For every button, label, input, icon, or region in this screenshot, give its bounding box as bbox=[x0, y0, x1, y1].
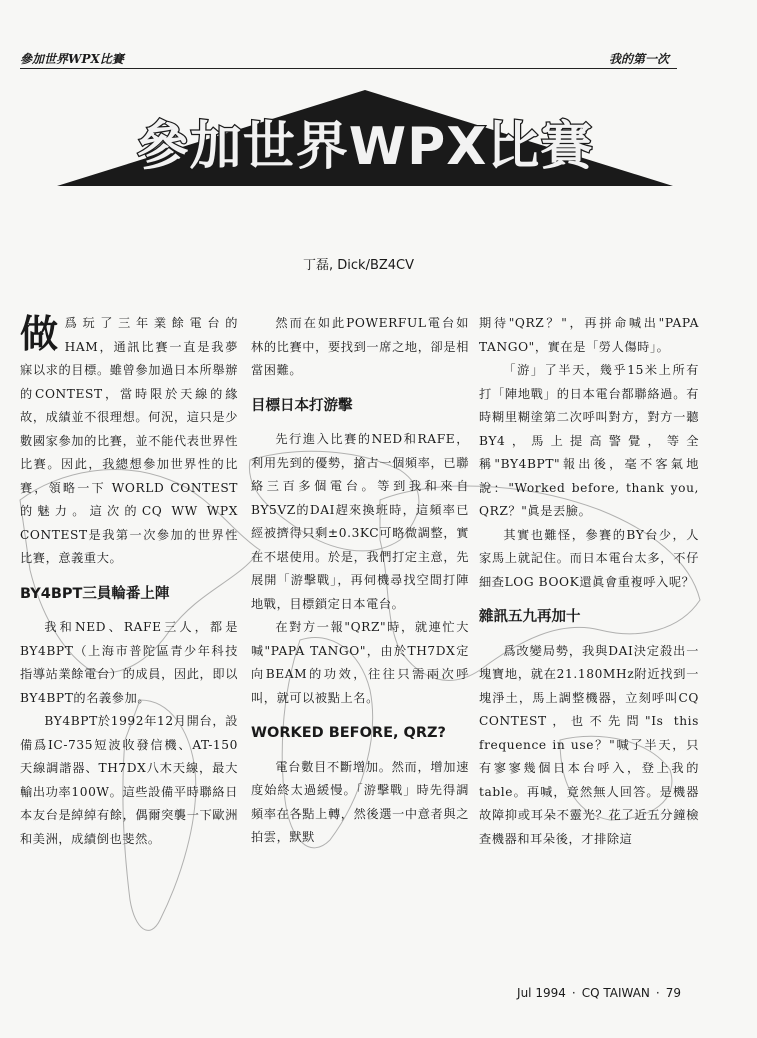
article-title: 參加世界WPX比賽 bbox=[136, 117, 594, 177]
paragraph: 爲改變局勢，我與DAI決定殺出一塊寶地，就在21.180MHz附近找到一塊淨土，馬上調整機器，立刻呼叫CQ CONTEST，也不先問"Is this frequence in use？"喊了半天，只有寥寥幾個日本台呼入，登上我的table。再喊，竟然無人回答。是機器故障抑或耳朵不靈光？花了近五分鐘檢查機器和耳朵後，才排除這 bbox=[479, 643, 699, 846]
page-number: 79 bbox=[665, 986, 681, 1000]
title-banner bbox=[55, 88, 675, 188]
byline: 丁磊, Dick/BZ4CV bbox=[303, 258, 415, 273]
magazine-name: CQ TAIWAN bbox=[581, 986, 650, 1000]
footer-separator: · bbox=[571, 986, 576, 1000]
paragraph: 電台數目不斷增加。然而，增加速度始終太過緩慢。「游擊戰」時先得調頻率在各點上轉，然後選一中意者與之拍雲，默默 bbox=[251, 759, 469, 844]
paragraph: 在對方一報"QRZ"時，就連忙大喊"PAPA TANGO"，由於TH7DX定向BEAM的功效，往往只需兩次呼叫，就可以被點上名。 bbox=[251, 620, 469, 705]
running-header-right: 我的第一次 bbox=[608, 52, 669, 66]
section-heading: BY4BPT三員輪番上陣 bbox=[20, 585, 170, 602]
paragraph: 我和NED、RAFE三人，都是BY4BPT（上海市普陀區青少年科技指導站業餘電台）的成員，因此，即以BY4BPT的名義參加。 bbox=[20, 620, 238, 705]
running-header-left: 參加世界WPX比賽 bbox=[20, 52, 124, 66]
issue-date: Jul 1994 bbox=[517, 986, 566, 1000]
opening-paragraph bbox=[20, 312, 238, 571]
paragraph: 然而在如此POWERFUL電台如林的比賽中，要找到一席之地，卻是相當困難。 bbox=[251, 316, 469, 377]
paragraph: 期待"QRZ？"，再拼命喊出"PAPA TANGO"，實在是「勞人傷時」。 bbox=[479, 316, 699, 354]
footer-separator: · bbox=[655, 986, 660, 1000]
paragraph: 其實也難怪，參賽的BY台少，人家馬上就記住。而日本電台太多，不仔細查LOG BOOK還眞會重複呼入呢？ bbox=[479, 527, 699, 589]
header-rule bbox=[20, 68, 677, 69]
section-heading: 目標日本打游擊 bbox=[251, 397, 353, 414]
page-footer bbox=[511, 986, 681, 1000]
section-heading: 雜訊五九再加十 bbox=[479, 609, 581, 625]
section-heading: WORKED BEFORE, QRZ? bbox=[251, 725, 446, 741]
paragraph: 先行進入比賽的NED和RAFE，利用先到的優勢，搶占一個頻率，已聯絡三百多個電台。等到我和來自BY5VZ的DAI趕來換班時，這頻率已經被擠得只剩±0.3KC可略微調整，實在不堪使用。於是，我們打定主意，先展開「游擊戰」，再伺機尋找空間打陣地戰，目標鎖定日本電台。 bbox=[251, 432, 469, 611]
article-column-2 bbox=[251, 312, 469, 850]
paragraph-text: 爲玩了三年業餘電台的HAM，通訊比賽一直是我夢寐以求的目標。雖曾參加過日本所舉辦的CONTEST，當時限於天線的緣故，成績並不很理想。何況，這只是少數國家參加的比賽，並不能代表世界性比賽。因此，我總想參加世界性的比賽，領略一下 WORLD CONTEST的魅力。這次的CQ WW WPX CONTEST是我第一次參加的世界性比賽，意義重大。 bbox=[20, 316, 238, 565]
drop-cap: 做 bbox=[20, 312, 59, 356]
paragraph: BY4BPT於1992年12月開台，設備爲IC-735短波收發信機、AT-150天線調諧器、TH7DX八木天線，最大輸出功率100W。這些設備平時聯絡日本友台是綽綽有餘，偶爾突襲一下歐洲和美洲，成績倒也斐然。 bbox=[20, 714, 238, 846]
article-column-1 bbox=[20, 312, 238, 851]
article-column-3 bbox=[479, 312, 699, 851]
paragraph: 「游」了半天，幾乎15米上所有打「陣地戰」的日本電台都聯絡過。有時糊里糊塗第二次呼叫對方，對方一聽BY4，馬上提高警覺，等全稱"BY4BPT"報出後，毫不客氣地說："Worked before, thank you, QRZ？"眞是丟臉。 bbox=[479, 363, 699, 518]
